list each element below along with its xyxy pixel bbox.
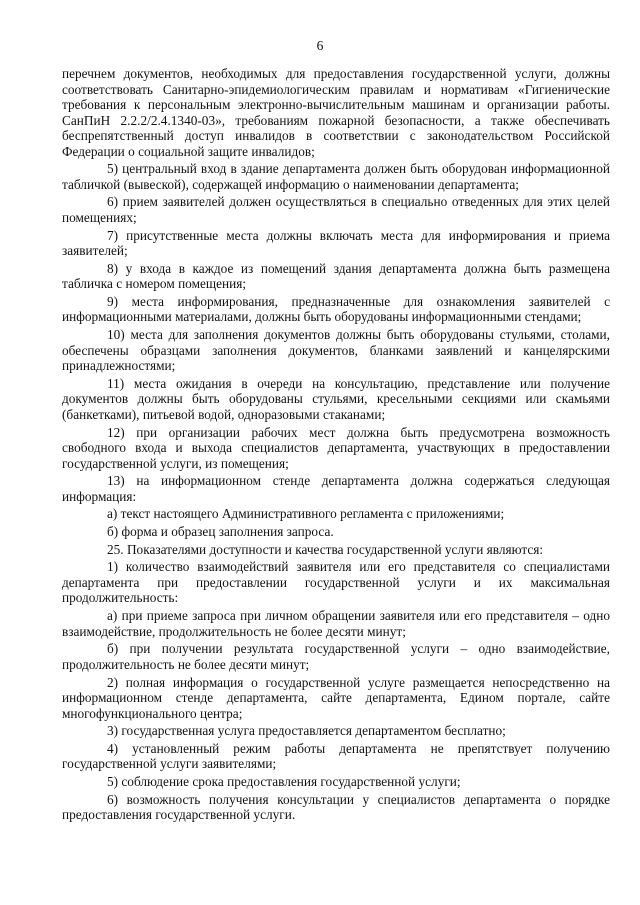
paragraph-indicator-1a: а) при приеме запроса при личном обращении заявителя или его представителя – одно взаимодействие, продолжительность не более десяти минут; [62, 608, 610, 639]
paragraph-section-25: 25. Показателями доступности и качества государственной услуги являются: [107, 541, 544, 557]
paragraph-indicator-6: 6) возможность получения консультации у специалистов департамента о порядке предоставления государственной услуги. [62, 791, 610, 823]
paragraph-indicator-4: 4) установленный режим работы департамента не препятствует получению государственной услуги заявителями; [62, 740, 610, 772]
paragraph-item-12: 12) при организации рабочих мест должна быть предусмотрена возможность свободного входа и выхода специалистов департамента, участвующих в предоставлении государственной услуги, из помещения; [62, 424, 610, 471]
paragraph-subitem-b: б) форма и образец заполнения запроса. [107, 524, 334, 540]
paragraph-item-11: 11) места ожидания в очереди на консультацию, представление или получение документов должны быть оборудованы стульями, кресельными секциями или скамьями (банкетками), питьевой водой, одноразовыми стаканами; [62, 375, 610, 422]
document-body [62, 66, 610, 825]
paragraph-item-8: 8) у входа в каждое из помещений здания департамента должна быть размещена табличка с номером помещения; [62, 260, 610, 292]
paragraph-subitem-a: а) текст настоящего Административного регламента с приложениями; [107, 506, 505, 522]
paragraph-indicator-5: 5) соблюдение срока предоставления государственной услуги; [107, 774, 461, 790]
paragraph-item-9: 9) места информирования, предназначенные для ознакомления заявителей с информационными материалами, должны быть оборудованы информационными стендами; [62, 293, 610, 325]
paragraph-item-10: 10) места для заполнения документов должны быть оборудованы стульями, столами, обеспечены образцами заполнения документов, бланками заявлений и канцелярскими принадлежностями; [62, 327, 610, 374]
paragraph-item-5: 5) центральный вход в здание департамента должен быть оборудован информационной табличкой (вывеской), содержащей информацию о наименовании департамента; [62, 161, 610, 192]
paragraph-item-7: 7) присутственные места должны включать места для информирования и приема заявителей; [62, 227, 610, 259]
paragraph-indicator-2: 2) полная информация о государственной услуге размещается непосредственно на информационном стенде департамента, сайте департамента, Едином портале, сайте многофункционального центра; [62, 674, 610, 721]
page-number: 6 [316, 38, 324, 53]
paragraph-indicator-1b: б) при получении результата государственной услуги – одно взаимодействие, продолжительность не более десяти минут; [62, 641, 610, 672]
paragraph-indicator-1: 1) количество взаимодействий заявителя или его представителя со специалистами департамента при предоставлении государственной услуги и их максимальная продолжительность: [62, 559, 610, 606]
paragraph-indicator-3: 3) государственная услуга предоставляется департаментом бесплатно; [107, 723, 506, 739]
paragraph-item-6: 6) прием заявителей должен осуществляться в специально отведенных для этих целей помещениях; [62, 194, 610, 225]
paragraph-continuation: перечнем документов, необходимых для предоставления государственной услуги, должны соответствовать Санитарно-эпидемиологическим правилам и нормативам «Гигиенические требования к персональным электронно-вычислительным машинам и организации работы. СанПиН 2.2.2/2.4.1340-03», требованиям пожарной безопасности, а также обеспечивать беспрепятственный доступ инвалидов в соответствии с законодательством Российской Федерации о социальной защите инвалидов; [62, 66, 610, 159]
paragraph-item-13: 13) на информационном стенде департамента должна содержаться следующая информация: [62, 473, 610, 504]
